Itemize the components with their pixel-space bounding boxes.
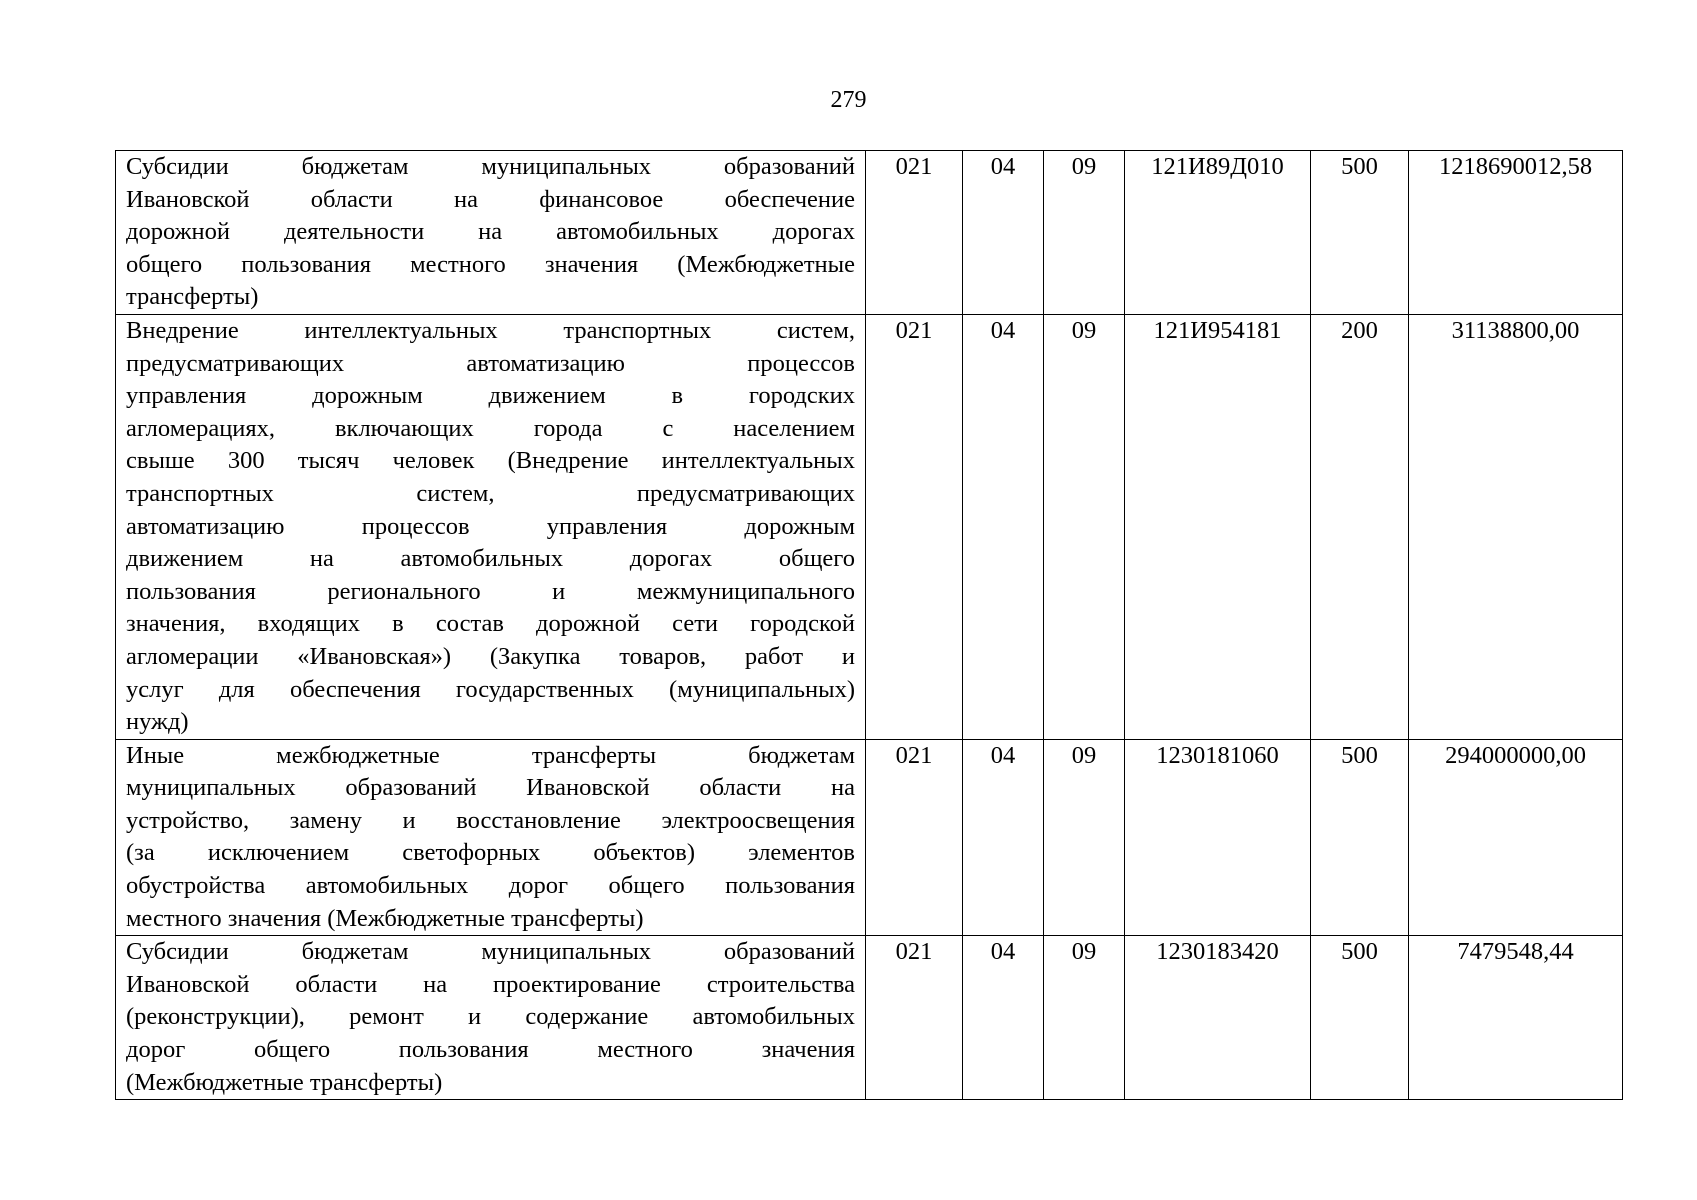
expense-type-cell: 500 <box>1311 151 1409 315</box>
description-line: Иные межбюджетные трансферты бюджетам <box>126 741 855 769</box>
amount-cell: 31138800,00 <box>1409 314 1623 739</box>
description-text <box>126 151 855 314</box>
table-row <box>116 936 1623 1100</box>
description-line: агломерации «Ивановская») (Закупка товаров, работ и <box>126 642 855 670</box>
table-row <box>116 151 1623 315</box>
description-line: общего пользования местного значения (Межбюджетные <box>126 250 855 278</box>
amount-cell: 294000000,00 <box>1409 739 1623 936</box>
description-line: обустройства автомобильных дорог общего пользования <box>126 872 855 900</box>
table-row <box>116 739 1623 936</box>
expense-type-cell: 500 <box>1311 936 1409 1100</box>
description-line: значения, входящих в состав дорожной сети городской <box>126 610 855 638</box>
subsection-code-cell: 09 <box>1044 314 1125 739</box>
amount-cell: 1218690012,58 <box>1409 151 1623 315</box>
description-text <box>126 936 855 1099</box>
budget-table <box>115 150 1623 1100</box>
description-line: движением на автомобильных дорогах общего <box>126 545 855 573</box>
ministry-code-cell: 021 <box>866 739 963 936</box>
description-line: Ивановской области на финансовое обеспечение <box>126 185 855 213</box>
description-line: дорожной деятельности на автомобильных дорогах <box>126 218 855 246</box>
description-text <box>126 740 855 936</box>
section-code-cell: 04 <box>963 314 1044 739</box>
description-line: (Межбюджетные трансферты) <box>126 1068 443 1096</box>
description-line: муниципальных образований Ивановской области на <box>126 774 855 802</box>
description-line: управления дорожным движением в городских <box>126 382 855 410</box>
target-article-cell: 1230183420 <box>1125 936 1311 1100</box>
subsection-code-cell: 09 <box>1044 936 1125 1100</box>
description-cell <box>116 936 866 1100</box>
description-line: пользования регионального и межмуниципального <box>126 577 855 605</box>
description-line: (за исключением светофорных объектов) элементов <box>126 839 855 867</box>
description-cell <box>116 739 866 936</box>
description-line: агломерациях, включающих города с населением <box>126 414 855 442</box>
section-code-cell: 04 <box>963 739 1044 936</box>
expense-type-cell: 200 <box>1311 314 1409 739</box>
ministry-code-cell: 021 <box>866 314 963 739</box>
description-text <box>126 315 855 739</box>
description-line: Ивановской области на проектирование строительства <box>126 970 855 998</box>
description-line: дорог общего пользования местного значения <box>126 1036 855 1064</box>
ministry-code-cell: 021 <box>866 151 963 315</box>
description-cell <box>116 151 866 315</box>
description-line: Внедрение интеллектуальных транспортных систем, <box>126 316 855 344</box>
subsection-code-cell: 09 <box>1044 151 1125 315</box>
description-line: трансферты) <box>126 283 259 311</box>
subsection-code-cell: 09 <box>1044 739 1125 936</box>
description-line: Субсидии бюджетам муниципальных образований <box>126 153 855 180</box>
table-body <box>116 151 1623 1100</box>
description-line: автоматизацию процессов управления дорожным <box>126 512 855 540</box>
description-line: местного значения (Межбюджетные трансферты) <box>126 904 644 932</box>
target-article-cell: 121И89Д010 <box>1125 151 1311 315</box>
table-row <box>116 314 1623 739</box>
description-line: предусматривающих автоматизацию процессов <box>126 349 855 377</box>
page-number: 279 <box>830 87 867 113</box>
expense-type-cell: 500 <box>1311 739 1409 936</box>
description-line: Субсидии бюджетам муниципальных образований <box>126 938 855 966</box>
ministry-code-cell: 021 <box>866 936 963 1100</box>
section-code-cell: 04 <box>963 936 1044 1100</box>
description-line: нужд) <box>126 708 189 736</box>
description-line: свыше 300 тысяч человек (Внедрение интеллектуальных <box>126 447 855 475</box>
target-article-cell: 121И954181 <box>1125 314 1311 739</box>
description-cell <box>116 314 866 739</box>
target-article-cell: 1230181060 <box>1125 739 1311 936</box>
description-line: (реконструкции), ремонт и содержание автомобильных <box>126 1003 855 1031</box>
description-line: транспортных систем, предусматривающих <box>126 479 855 507</box>
description-line: услуг для обеспечения государственных (муниципальных) <box>126 675 855 703</box>
description-line: устройство, замену и восстановление электроосвещения <box>126 806 855 834</box>
section-code-cell: 04 <box>963 151 1044 315</box>
amount-cell: 7479548,44 <box>1409 936 1623 1100</box>
